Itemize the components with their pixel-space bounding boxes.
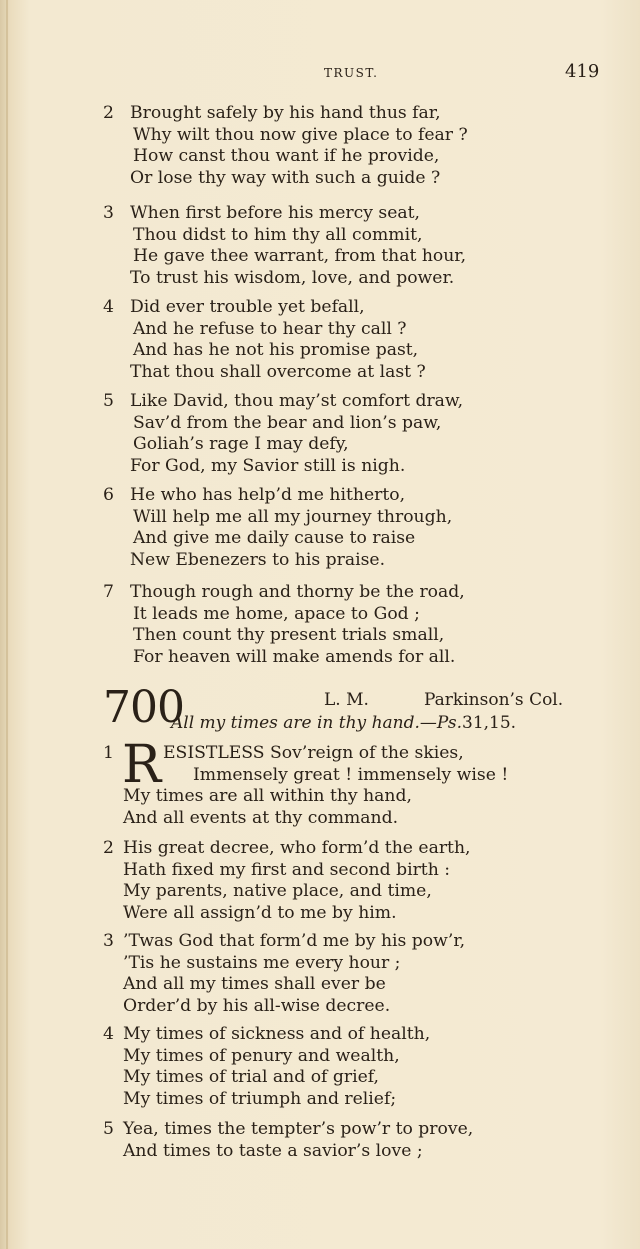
hymn-meter: L. M.	[324, 690, 369, 710]
verse-line: For God, my Savior still is nigh.	[130, 455, 406, 476]
verse-line: And times to taste a savior’s love ;	[123, 1140, 423, 1161]
verse-line: Immensely great ! immensely wise !	[193, 764, 509, 785]
verse-line: And he refuse to hear thy call ?	[133, 318, 407, 339]
verse-line: To trust his wisdom, love, and power.	[130, 267, 455, 288]
running-head: TRUST.	[324, 66, 379, 80]
scripture-reference: 31,15.	[462, 713, 517, 733]
page-number: 419	[565, 61, 600, 82]
verse-number: 4	[103, 297, 114, 317]
verse-line: My times of penury and wealth,	[123, 1045, 400, 1066]
verse-number: 2	[103, 103, 114, 123]
verse-line: Order’d by his all-wise decree.	[123, 995, 391, 1016]
verse-line: For heaven will make amends for all.	[133, 646, 456, 667]
verse-number: 3	[103, 203, 114, 223]
verse-line: Or lose thy way with such a guide ?	[130, 167, 441, 188]
verse-line: Though rough and thorny be the road,	[130, 582, 465, 602]
verse-line: He gave thee warrant, from that hour,	[133, 246, 467, 266]
verse-line: And all events at thy command.	[123, 807, 399, 828]
verse-line: My parents, native place, and time,	[123, 881, 432, 901]
verse-line: And has he not his promise past,	[133, 340, 419, 360]
verse-line: Sav’d from the bear and lion’s paw,	[133, 412, 442, 433]
verse-number: 5	[103, 1119, 114, 1139]
verse-line: Brought safely by his hand thus far,	[130, 103, 441, 123]
verse-line: My times of triumph and relief;	[123, 1088, 397, 1109]
hymn-subtitle	[171, 713, 516, 733]
gutter-shadow	[6, 0, 8, 1249]
verse-number: 5	[103, 391, 114, 411]
verse-number: 2	[103, 838, 114, 858]
verse-number: 7	[103, 582, 114, 602]
verse-number: 1	[103, 743, 114, 763]
verse-line: His great decree, who form’d the earth,	[123, 838, 471, 858]
verse-line: ’Twas God that form’d me by his pow’r,	[123, 931, 466, 951]
verse-line: My times are all within thy hand,	[123, 786, 412, 806]
verse-line: New Ebenezers to his praise.	[130, 549, 386, 570]
verse-line: Then count thy present trials small,	[133, 625, 445, 645]
verse-line: Thou didst to him thy all commit,	[133, 224, 423, 245]
verse-line: It leads me home, apace to God ;	[133, 603, 420, 624]
verse-line: Goliah’s rage I may defy,	[133, 434, 349, 454]
verse-line: ’Tis he sustains me every hour ;	[123, 952, 401, 973]
verse-number: 6	[103, 485, 114, 505]
verse-line: Were all assign’d to me by him.	[123, 902, 397, 923]
drop-cap: R	[122, 735, 162, 795]
verse-line: He who has help’d me hitherto,	[130, 485, 406, 505]
verse-line: And give me daily cause to raise	[133, 528, 416, 548]
subtitle-text: All my times are in thy hand.—Ps.	[171, 713, 462, 733]
verse-line: ESISTLESS Sov’reign of the skies,	[163, 743, 464, 763]
verse-line: Like David, thou may’st comfort draw,	[130, 391, 464, 411]
verse-line: And all my times shall ever be	[123, 974, 386, 994]
verse-number: 3	[103, 931, 114, 951]
verse-line: Hath fixed my first and second birth :	[123, 859, 451, 880]
hymn-number: 700	[103, 682, 184, 733]
verse-dropcap-lines	[163, 743, 508, 786]
verse-line: That thou shall overcome at last ?	[130, 361, 426, 382]
verse-line: Will help me all my journey through,	[133, 506, 453, 527]
verse-number: 4	[103, 1024, 114, 1044]
verse-line: When first before his mercy seat,	[130, 203, 420, 223]
verse-line: Did ever trouble yet befall,	[130, 297, 365, 317]
verse-line: How canst thou want if he provide,	[133, 146, 440, 166]
verse-line: My times of trial and of grief,	[123, 1067, 379, 1087]
verse-line: My times of sickness and of health,	[123, 1024, 431, 1044]
verse-line: Why wilt thou now give place to fear ?	[133, 124, 468, 145]
verse-line: Yea, times the tempter’s pow’r to prove,	[123, 1119, 474, 1139]
tune-name: Parkinson’s Col.	[424, 690, 564, 710]
